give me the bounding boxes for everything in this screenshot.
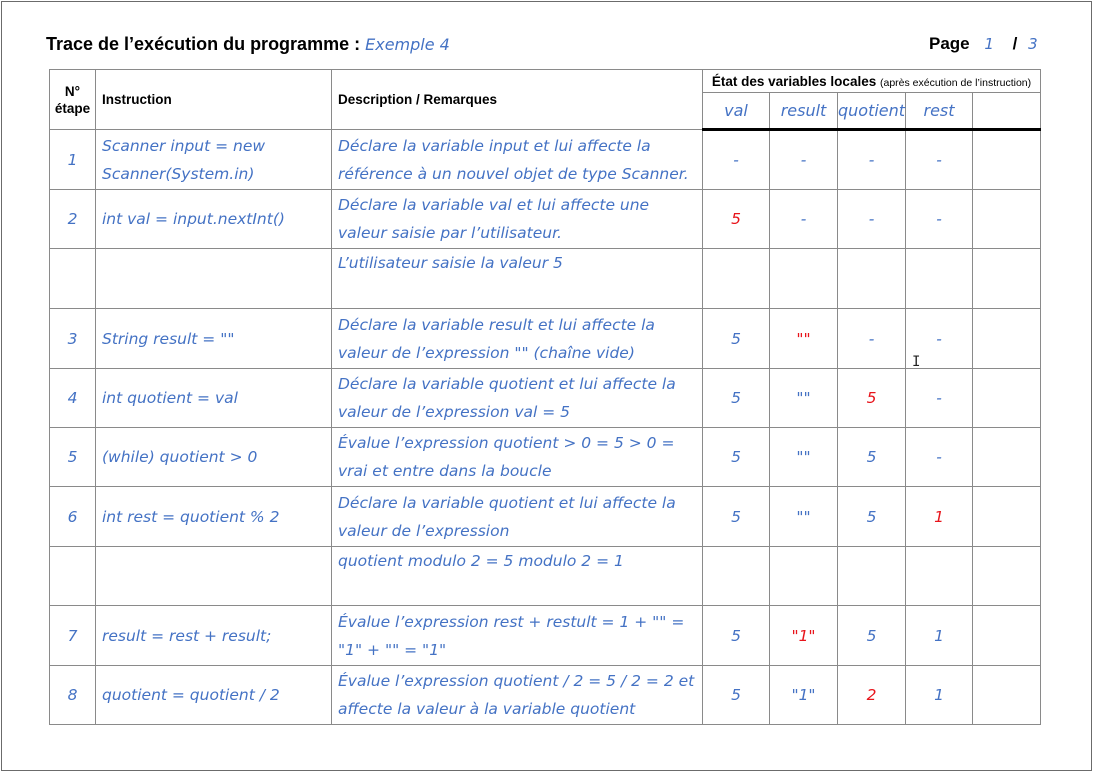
instruction-cell: quotient = quotient / 2 <box>96 666 332 725</box>
rest-cell: 1 <box>906 666 973 725</box>
description-cell: Évalue l’expression quotient > 0 = 5 > 0 = vrai et entre dans la boucle <box>332 428 703 487</box>
result-cell <box>770 547 838 606</box>
description-cell: L’utilisateur saisie la valeur 5 <box>332 249 703 309</box>
instruction-cell: int val = input.nextInt() <box>96 190 332 249</box>
var-header-val: val <box>703 93 770 130</box>
page-current: 1 <box>984 35 994 53</box>
table-row <box>50 547 1041 606</box>
rest-cell: - <box>906 309 973 369</box>
var-header-quotient: quotient <box>838 93 906 130</box>
step-number <box>50 547 96 606</box>
result-cell: "1" <box>770 606 838 666</box>
var-header-extra <box>973 93 1041 130</box>
var-header-rest: rest <box>906 93 973 130</box>
step-number: 4 <box>50 369 96 428</box>
extra-cell <box>973 309 1041 369</box>
header-state-note: (après exécution de l’instruction) <box>879 76 1032 89</box>
step-number: 7 <box>50 606 96 666</box>
val-cell: - <box>703 130 770 190</box>
header-state-text: État des variables locales <box>711 73 877 89</box>
rest-cell: 1 <box>906 606 973 666</box>
quotient-cell: - <box>838 309 906 369</box>
val-cell <box>703 547 770 606</box>
quotient-cell: 5 <box>838 487 906 547</box>
page-indicator <box>929 34 1038 54</box>
extra-cell <box>973 547 1041 606</box>
example-name: Exemple 4 <box>365 35 450 54</box>
result-cell: "" <box>770 428 838 487</box>
table-row <box>50 369 1041 428</box>
val-cell: 5 <box>703 606 770 666</box>
header-variables-state <box>703 70 1041 93</box>
step-number: 5 <box>50 428 96 487</box>
table-row <box>50 130 1041 190</box>
page-label: Page <box>929 34 970 53</box>
header-step <box>50 70 96 130</box>
rest-cell: - <box>906 130 973 190</box>
description-cell: quotient modulo 2 = 5 modulo 2 = 1 <box>332 547 703 606</box>
step-number: 1 <box>50 130 96 190</box>
description-cell: Déclare la variable result et lui affecte la valeur de l’expression "" (chaîne vide) <box>332 309 703 369</box>
extra-cell <box>973 130 1041 190</box>
table-row <box>50 249 1041 309</box>
rest-cell: - <box>906 369 973 428</box>
description-cell: Déclare la variable val et lui affecte une valeur saisie par l’utilisateur. <box>332 190 703 249</box>
description-cell: Déclare la variable input et lui affecte la référence à un nouvel objet de type Scanner. <box>332 130 703 190</box>
table-row <box>50 428 1041 487</box>
val-cell: 5 <box>703 190 770 249</box>
instruction-cell: int rest = quotient % 2 <box>96 487 332 547</box>
extra-cell <box>973 190 1041 249</box>
quotient-cell: 2 <box>838 666 906 725</box>
result-cell: - <box>770 190 838 249</box>
description-cell: Évalue l’expression rest + restult = 1 + "" = "1" + "" = "1" <box>332 606 703 666</box>
quotient-cell: 5 <box>838 428 906 487</box>
instruction-cell: (while) quotient > 0 <box>96 428 332 487</box>
step-number: 8 <box>50 666 96 725</box>
trace-table <box>49 69 1041 725</box>
result-cell: "" <box>770 309 838 369</box>
instruction-cell: Scanner input = new Scanner(System.in) <box>96 130 332 190</box>
val-cell: 5 <box>703 666 770 725</box>
extra-cell <box>973 666 1041 725</box>
rest-cell <box>906 547 973 606</box>
val-cell: 5 <box>703 369 770 428</box>
result-cell: "" <box>770 369 838 428</box>
title-text: Trace de l’exécution du programme : <box>46 34 361 54</box>
quotient-cell <box>838 547 906 606</box>
extra-cell <box>973 249 1041 309</box>
val-cell: 5 <box>703 309 770 369</box>
table-row <box>50 487 1041 547</box>
table-row <box>50 309 1041 369</box>
extra-cell <box>973 428 1041 487</box>
table-row <box>50 666 1041 725</box>
description-cell: Déclare la variable quotient et lui affecte la valeur de l’expression val = 5 <box>332 369 703 428</box>
result-cell <box>770 249 838 309</box>
instruction-cell <box>96 249 332 309</box>
description-cell: Évalue l’expression quotient / 2 = 5 / 2 = 2 et affecte la valeur à la variable quotient <box>332 666 703 725</box>
extra-cell <box>973 606 1041 666</box>
page-total: 3 <box>1028 35 1038 53</box>
text-cursor-icon: I <box>912 354 921 370</box>
rest-cell: - <box>906 428 973 487</box>
extra-cell <box>973 487 1041 547</box>
instruction-cell: result = rest + result; <box>96 606 332 666</box>
header-step-line2: étape <box>54 100 91 116</box>
header-step-line1: N° <box>64 83 81 99</box>
quotient-cell: 5 <box>838 606 906 666</box>
header-description: Description / Remarques <box>332 70 703 130</box>
header-instruction: Instruction <box>96 70 332 130</box>
description-cell: Déclare la variable quotient et lui affecte la valeur de l’expression <box>332 487 703 547</box>
page-title <box>46 34 450 55</box>
rest-cell: - <box>906 190 973 249</box>
result-cell: "" <box>770 487 838 547</box>
val-cell: 5 <box>703 487 770 547</box>
page-separator: / <box>1012 34 1018 53</box>
step-number: 2 <box>50 190 96 249</box>
rest-cell: 1 <box>906 487 973 547</box>
var-header-result: result <box>770 93 838 130</box>
table-row <box>50 606 1041 666</box>
instruction-cell: int quotient = val <box>96 369 332 428</box>
step-number: 3 <box>50 309 96 369</box>
val-cell: 5 <box>703 428 770 487</box>
quotient-cell: 5 <box>838 369 906 428</box>
val-cell <box>703 249 770 309</box>
instruction-cell: String result = "" <box>96 309 332 369</box>
rest-cell <box>906 249 973 309</box>
result-cell: - <box>770 130 838 190</box>
step-number: 6 <box>50 487 96 547</box>
quotient-cell: - <box>838 190 906 249</box>
table-row <box>50 190 1041 249</box>
step-number <box>50 249 96 309</box>
instruction-cell <box>96 547 332 606</box>
result-cell: "1" <box>770 666 838 725</box>
quotient-cell <box>838 249 906 309</box>
extra-cell <box>973 369 1041 428</box>
quotient-cell: - <box>838 130 906 190</box>
